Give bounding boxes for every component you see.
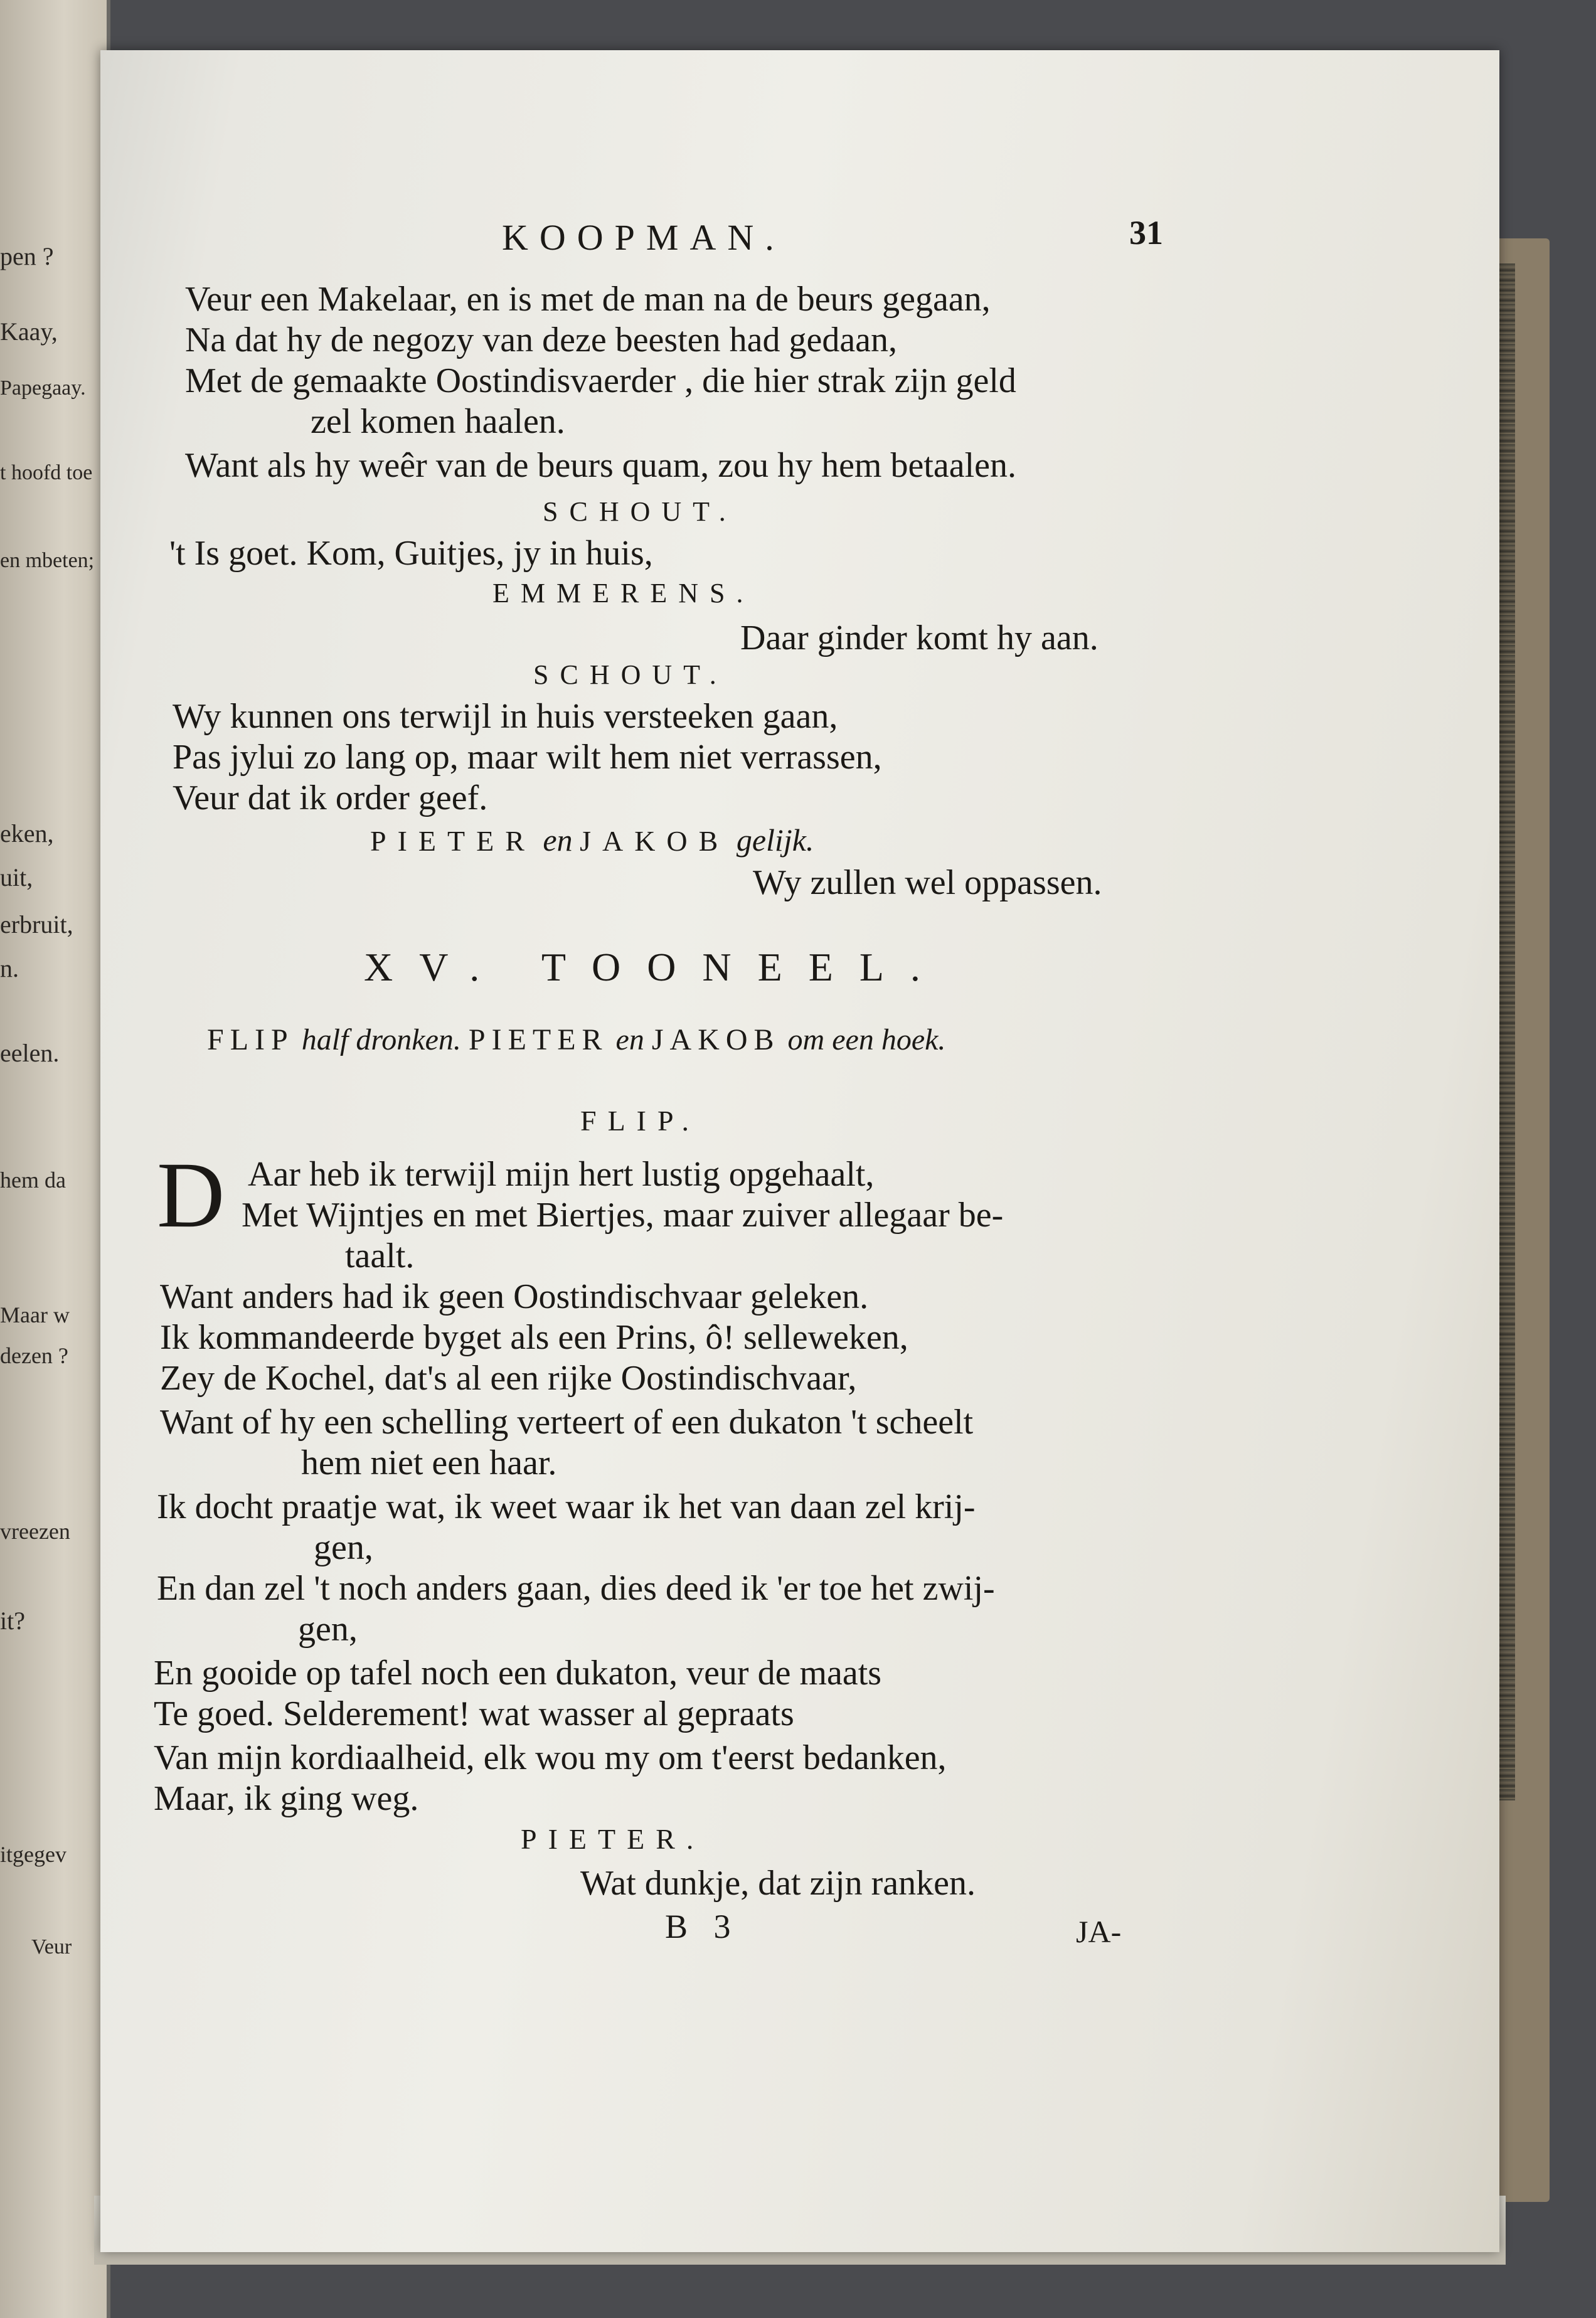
left-fragment: dezen ? [0, 1343, 68, 1368]
verse-line: zel komen haalen. [311, 402, 565, 441]
verse-line: Daar ginder komt hy aan. [740, 619, 1099, 657]
catchword: JA- [1076, 1914, 1122, 1949]
page-number: 31 [1129, 214, 1163, 252]
verse-line: Wy kunnen ons terwijl in huis versteeken gaan, [173, 697, 838, 736]
verse-line: Want als hy weêr van de beurs quam, zou hy hem betaalen. [185, 446, 1017, 485]
left-fragment: t hoofd toe [0, 461, 93, 484]
left-fragment: Veur [31, 1935, 72, 1959]
left-fragment: hem da [0, 1167, 66, 1193]
stage-conjunction: en [615, 1023, 644, 1056]
speaker-name: SCHOUT. [533, 659, 728, 690]
drop-cap: D [157, 1143, 225, 1247]
verse-line: hem niet een haar. [301, 1443, 557, 1482]
speaker-name: JAKOB [580, 825, 730, 857]
left-fragment: erbruit, [0, 910, 73, 938]
left-fragment: eken, [0, 819, 54, 848]
verse-line: Want anders had ik geen Oostindischvaar geleken. [160, 1277, 869, 1316]
scene-title: XV. TOONEEL. [364, 945, 947, 989]
verse-line: Met de gemaakte Oostindisvaerder , die hier strak zijn geld [185, 361, 1016, 400]
left-fragment: uit, [0, 863, 33, 891]
verse-line: gen, [314, 1528, 373, 1567]
left-fragment: n. [0, 954, 19, 982]
stage-name: PIETER [468, 1023, 609, 1056]
verse-line: Want of hy een schelling verteert of een dukaton 't scheelt [160, 1403, 974, 1442]
speaker-conjunction: en [543, 822, 573, 858]
left-fragment: itgegev [0, 1842, 66, 1867]
verse-line: Pas jylui zo lang op, maar wilt hem niet verrassen, [173, 738, 882, 777]
speaker-name: PIETER [370, 825, 536, 857]
left-fragment: eelen. [0, 1039, 60, 1067]
verse-line: Na dat hy de negozy van deze beesten had gedaan, [185, 321, 898, 359]
verse-line: Maar, ik ging weg. [154, 1779, 419, 1818]
left-fragment: vreezen [0, 1519, 70, 1544]
left-fragment: Kaay, [0, 317, 58, 346]
verse-line: En dan zel 't noch anders gaan, dies deed ik 'er toe het zwij- [157, 1569, 995, 1608]
left-fragment: Maar w [0, 1302, 70, 1327]
stage-name: FLIP [207, 1023, 294, 1056]
speaker-name: EMMERENS. [492, 578, 755, 609]
verse-line: 't Is goet. Kom, Guitjes, jy in huis, [169, 534, 653, 573]
stage-direction [207, 1023, 945, 1057]
verse-line: Wy zullen wel oppassen. [753, 863, 1102, 902]
stage-note: om een hoek. [787, 1023, 946, 1056]
verse-line: Veur dat ik order geef. [173, 779, 488, 817]
verse-line: En gooide op tafel noch een dukaton, veur de maats [154, 1654, 882, 1693]
speaker-name: FLIP. [580, 1105, 700, 1137]
left-fragment: pen ? [0, 242, 54, 270]
speaker-name: SCHOUT. [543, 496, 737, 527]
verse-line: Ik kommandeerde byget als een Prins, ô! selleweken, [160, 1318, 908, 1357]
left-fragment: en mbeten; [0, 549, 95, 572]
verse-line: taalt. [345, 1236, 415, 1275]
left-fragment: it? [0, 1607, 25, 1635]
running-title: KOOPMAN. [502, 217, 785, 258]
left-fragment: Papegaay. [0, 376, 86, 400]
verse-line: Ik docht praatje wat, ik weet waar ik het van daan zel krij- [157, 1487, 976, 1526]
speaker-name: PIETER. [521, 1823, 705, 1855]
stage-name: JAKOB [651, 1023, 780, 1056]
verse-line: Veur een Makelaar, en is met de man na de beurs gegaan, [185, 280, 991, 319]
speaker-heading [370, 822, 814, 858]
speaker-note: gelijk. [736, 822, 814, 858]
verse-line: Te goed. Selderement! wat wasser al gepraats [154, 1694, 794, 1733]
verse-line: Aar heb ik terwijl mijn hert lustig opgehaalt, [248, 1155, 875, 1194]
signature-mark: B 3 [665, 1908, 740, 1945]
verse-line: gen, [298, 1610, 358, 1649]
verse-line: Met Wijntjes en met Biertjes, maar zuiver allegaar be- [242, 1196, 1004, 1235]
verse-line: Wat dunkje, dat zijn ranken. [580, 1864, 976, 1903]
stage-note: half dronken. [301, 1023, 461, 1056]
verse-line: Zey de Kochel, dat's al een rijke Oostindischvaar, [160, 1359, 857, 1398]
verse-line: Van mijn kordiaalheid, elk wou my om t'eerst bedanken, [154, 1738, 947, 1777]
left-page [0, 0, 110, 2318]
